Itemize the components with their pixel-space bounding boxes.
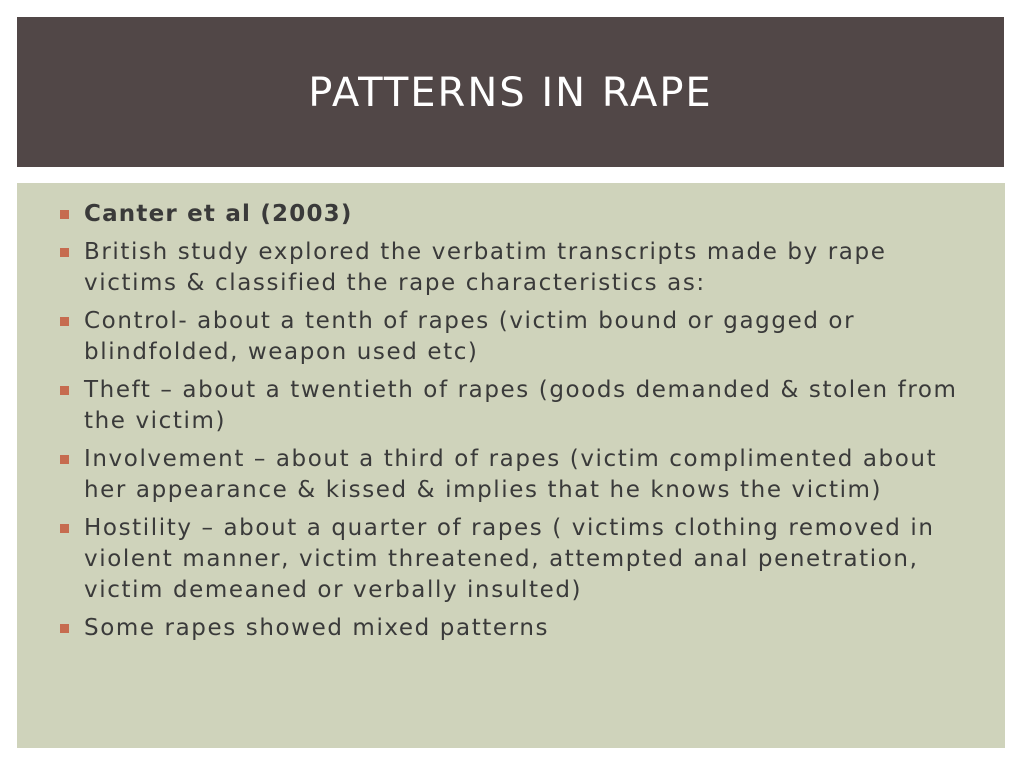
list-item (60, 375, 980, 437)
square-bullet-icon (60, 624, 69, 633)
square-bullet-icon (60, 386, 69, 395)
square-bullet-icon (60, 248, 69, 257)
list-item-text: British study explored the verbatim transcripts made by rape victims & classified the rape characteristics as: (84, 239, 887, 296)
square-bullet-icon (60, 210, 69, 219)
list-item-text: Theft – about a twentieth of rapes (goods demanded & stolen from the victim) (84, 377, 958, 434)
square-bullet-icon (60, 317, 69, 326)
list-item-text: Canter et al (2003) (84, 201, 353, 227)
list-item-text: Some rapes showed mixed patterns (84, 615, 550, 641)
list-item (60, 237, 980, 299)
square-bullet-icon (60, 455, 69, 464)
list-item-text: Involvement – about a third of rapes (victim complimented about her appearance & kissed & implies that he knows the victim) (84, 446, 938, 503)
list-item (60, 199, 980, 230)
list-item-text: Hostility – about a quarter of rapes ( victims clothing removed in violent manner, victim threatened, attempted anal penetration, victim demeaned or verbally insulted) (84, 515, 935, 603)
square-bullet-icon (60, 524, 69, 533)
list-item (60, 444, 980, 506)
list-item-text: Control- about a tenth of rapes (victim bound or gagged or blindfolded, weapon used etc) (84, 308, 856, 365)
title-bar (17, 17, 1004, 167)
list-item (60, 513, 980, 606)
bullet-list (60, 199, 980, 651)
content-area (17, 183, 1005, 748)
list-item (60, 306, 980, 368)
slide-title: PATTERNS IN RAPE (308, 70, 713, 116)
list-item (60, 613, 980, 644)
